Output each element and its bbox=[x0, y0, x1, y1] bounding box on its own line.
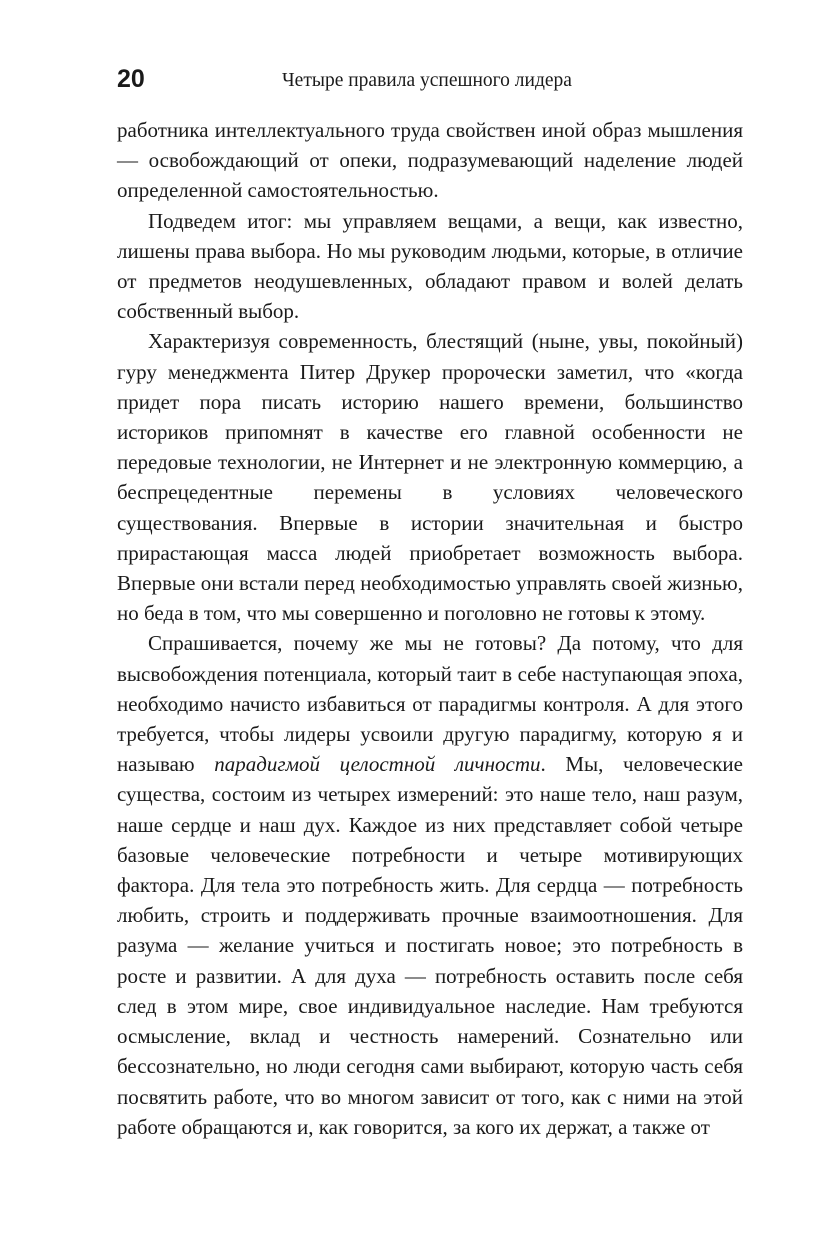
page-number: 20 bbox=[117, 65, 145, 93]
paragraph-4-text-before: Спрашивается, почему же мы не готовы? Да потому, что для высвобождения потенциала, который таит в себе наступающая эпоха, необходимо начисто избавиться от парадигмы контроля. А для этого требуется, чтобы лидеры усвоили другую парадигму, которую я и называю bbox=[117, 631, 743, 777]
paragraph-2 bbox=[117, 206, 743, 327]
paragraph-4 bbox=[117, 628, 743, 1141]
paragraph-4-italic-term: парадигмой целостной личности bbox=[214, 752, 541, 777]
paragraph-4-text-after: . Мы, человеческие существа, состоим из четырех измерений: это наше тело, наш разум, наше сердце и наш дух. Каждое из них представляет собой четыре базовые человеческие потребности и четыре мотивирующих фактора. Для тела это потребность жить. Для сердца — потребность любить, строить и поддерживать прочные взаимоотношения. Для разума — желание учиться и постигать новое; это потребность в росте и развитии. А для духа — потребность оставить после себя след в этом мире, свое индивидуальное наследие. Нам требуются осмысление, вклад и честность намерений. Сознательно или бессознательно, но люди сегодня сами выбирают, которую часть себя посвятить работе, что во многом зависит от того, как с ними на этой работе обращаются и, как говорится, за кого их держат, а также от bbox=[117, 752, 743, 1139]
paragraph-3 bbox=[117, 326, 743, 628]
paragraph-2-text: Подведем итог: мы управляем вещами, а вещи, как известно, лишены права выбора. Но мы руководим людьми, которые, в отличие от предметов неодушевленных, обладают правом и волей делать собственный выбор. bbox=[117, 208, 743, 324]
paragraph-1 bbox=[117, 115, 743, 206]
paragraph-1-text: работника интеллектуального труда свойствен иной образ мышления — освобождающий от опеки, подразумевающий наделение людей определенной самостоятельностью. bbox=[117, 118, 743, 203]
body-text bbox=[117, 115, 743, 1142]
running-head bbox=[117, 62, 743, 98]
paragraph-3-text: Характеризуя современность, блестящий (ныне, увы, покойный) гуру менеджмента Питер Друкер пророчески заметил, что «когда придет пора писать историю нашего времени, большинство историков припомнят в качестве его главной особенности не передовые технологии, не Интернет и не электронную коммерцию, а беспрецедентные перемены в условиях человеческого существования. Впервые в истории значительная и быстро прирастающая масса людей приобретает возможность выбора. Впервые они встали перед необходимостью управлять своей жизнью, но беда в том, что мы совершенно и поголовно не готовы к этому. bbox=[117, 329, 743, 626]
book-title: Четыре правила успешного лидера bbox=[282, 70, 572, 91]
